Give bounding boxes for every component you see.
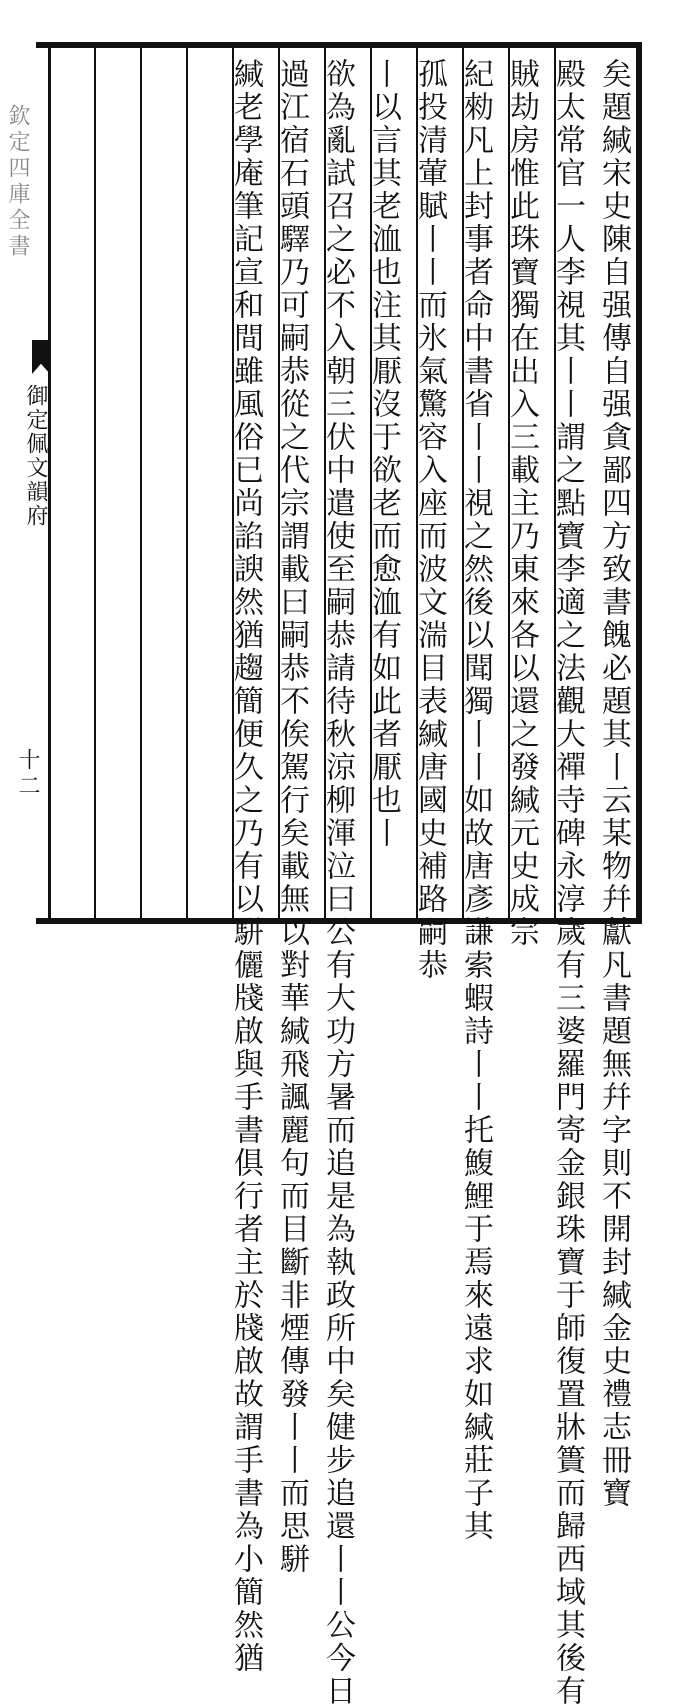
column-text: 丨以言其老洫也注其厭沒于欲老而愈洫有如此者厭也丨 xyxy=(366,58,401,850)
collection-title: 欽定四庫全書 xyxy=(5,104,30,260)
text-column-9 xyxy=(222,48,267,1675)
text-column-4 xyxy=(452,48,497,1543)
column-text: 殿太常官一人李視其丨丨謂之點寶李適之法觀大禪寺碑永淳歲有三婆羅門寄金銀珠寶于師復置牀簣而歸西域其後有 xyxy=(550,58,585,1708)
text-column-1 xyxy=(590,48,635,1510)
text-column-6 xyxy=(360,48,405,918)
column-text: 緘老學庵筆記宣和間雖風俗已尚諂諛然猶趨簡便久之乃有以駢儷牋啟與手書俱行者主於牋啟故謂手書為小簡然猶 xyxy=(228,58,263,1675)
column-rule xyxy=(140,48,142,918)
page-margin xyxy=(0,48,50,918)
text-column-3 xyxy=(498,48,543,949)
column-text: 矣題緘宋史陳自强傳自强貪鄙四方致書餽必題其丨云某物幷獻凡書題無幷字則不開封緘金史禮志冊寶 xyxy=(596,58,631,1510)
margin-rule xyxy=(48,48,51,918)
text-column-2 xyxy=(544,48,589,1708)
frame-right-border xyxy=(636,42,642,924)
column-text: 賊劫房惟此珠寶獨在出入三載主乃東來各以還之發緘元史成宗 xyxy=(504,58,539,949)
column-rule xyxy=(94,48,96,918)
column-text: 孤投清葷賦丨丨而氷氣驚容入座而波文湍目表緘唐國史補路嗣恭 xyxy=(412,58,447,982)
page-number: 十二 xyxy=(15,748,40,800)
column-text: 過江宿石頭驛乃可嗣恭從之代宗謂載曰嗣恭不俟駕行矣載無以對華緘飛諷麗句而目斷非煙傳發丨丨而思駢 xyxy=(274,58,309,1576)
text-column-7 xyxy=(314,48,359,1708)
book-title: 御定佩文韻府 xyxy=(23,384,48,528)
column-rule xyxy=(186,48,188,918)
column-text: 欲為亂試召之必不入朝三伏中遣使至嗣恭請待秋涼柳渾泣曰公有大功方暑而追是為執政所中矣健步追還丨丨公今日 xyxy=(320,58,355,1708)
text-column-5 xyxy=(406,48,451,982)
text-column-8 xyxy=(268,48,313,1576)
column-text: 紀勑凡上封事者命中書省丨丨視之然後以聞獨丨丨如故唐彥謙索蝦詩丨丨托鰒鯉于焉來遠求如緘莊子其 xyxy=(458,58,493,1543)
